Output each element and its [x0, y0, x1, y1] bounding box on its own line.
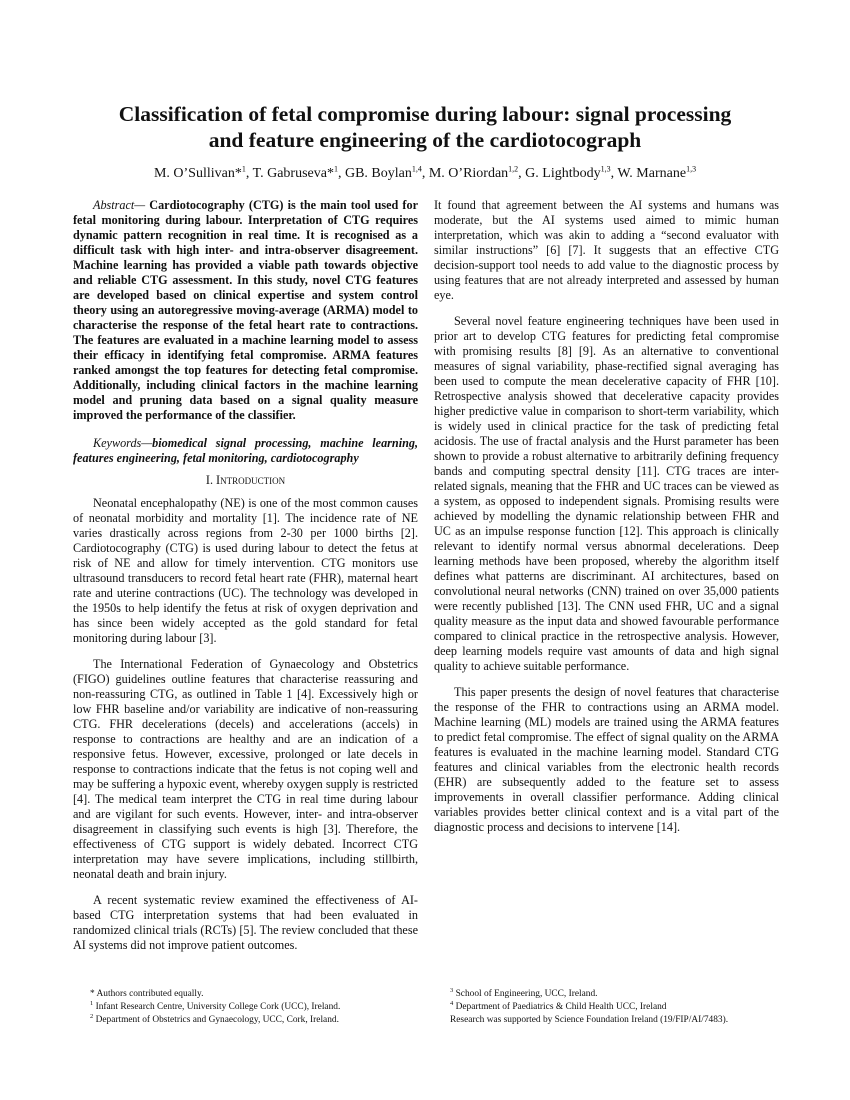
keywords-text: biomedical signal processing, machine learning, features engineering, fetal monitoring, cardiotocography [73, 436, 418, 465]
title-line-2: and feature engineering of the cardiotocograph [208, 128, 642, 152]
keywords-label: Keywords— [93, 436, 153, 450]
keywords [73, 436, 418, 466]
author-list: M. O’Sullivan*$^1$, T. Gabruseva*$^1$, GB. Boylan$^{1,4}$, M. O’Riordan$^{1,2}$, G. Lightbody$^{1,3}$, W. Marnane$^{1,3}$ [153, 164, 697, 181]
footnotes-left [90, 988, 420, 1027]
abstract-label: Abstract— [93, 198, 146, 212]
body-paragraph: A recent systematic review examined the effectiveness of AI-based CTG interpretation systems that had been evaluated in randomized clinical trials (RCTs) [5]. The review concluded that these AI systems did not improve patient outcomes. [73, 893, 418, 952]
body-paragraph: Several novel feature engineering techniques have been used in prior art to develop CTG features for predicting fetal compromise with promising results [8] [9]. As an alternative to conventional measures of signal variability, phase-rectified signal averaging has been used to compute the mean decelerative capacity of FHR [10]. Retrospective analysis showed that decelerative capacity provides higher predictive value in comparison to short-term variability, which is widely used in clinical practice for the task of predicting fetal acidosis. The use of fractal analysis and the Hurst parameter has been shown to provide a robust alternative to arbitrarily defining frequency bands and computing spectral density [11]. CTG traces are inter-related signals, meaning that the FHR and UC traces can be viewed as a system, as opposed to independent signals. Promising results were achieved by modelling the dynamic relationship between FHR and UC as an impulse response function [12]. This approach is clinically relevant to identify normal versus abnormal decelerations. Deep learning methods have been proposed, whereby the algorithm itself defines what patterns are discriminant. AI architectures, based on convolutional neural networks (CNN) trained on over 35,000 patients were recently published [13]. The CNN used FHR, UC and a signal quality measure as the input data and showed favourable performance compared to clinical practice in the retrospective analysis. However, deep learning models require vast amounts of data and high signal quality to achieve suitable performance. [434, 314, 779, 673]
footnote: $^3$ School of Engineering, UCC, Ireland. [450, 986, 598, 999]
body-paragraph: The International Federation of Gynaecology and Obstetrics (FIGO) guidelines outline features that characterise reassuring and non-reassuring CTG, as outlined in Table 1 [4]. Excessively high or low FHR baseline and/or variability are indicative of non-reassuring CTG. FHR decelerations (decels) and accelerations (accels) in response to contractions are healthy and are an indication of a responsive fetus. However, excessive, prolonged or late decels in response to contractions indicate that the fetus is not coping well and may be suffering a hypoxic event, whereby oxygen supply is restricted [4]. The medical team interpret the CTG in real time during labour and are vigilant for such events. However, inter- and intra-observer disagreement in classifying such events is high [3]. Therefore, the effectiveness of CTG support is widely debated. Incorrect CTG interpretation may have severe implications, including stillbirth, neonatal death and brain injury. [73, 657, 418, 881]
author: M. O’Riordan$^{1,2}$ [428, 164, 519, 181]
footnote: $^2$ Department of Obstetrics and Gynaecology, UCC, Cork, Ireland. [90, 1012, 339, 1025]
title-line-1: Classification of fetal compromise during labour: signal processing [118, 102, 732, 126]
body-paragraph: Neonatal encephalopathy (NE) is one of the most common causes of neonatal morbidity and mortality [1]. The incidence rate of NE varies drastically across regions from 2-30 per 1000 births [2]. Cardiotocography (CTG) is used during labour to detect the fetus at risk of NE and allow for timely intervention. CTG monitors use ultrasound transducers to record fetal heart rate (FHR), maternal heart rate and uterine contractions (UC). The technology was developed in the 1950s to help identify the fetus at risk of oxygen deprivation and has since been widely accepted as the gold standard for fetal monitoring during labour [3]. [73, 496, 418, 645]
footnote: $^1$ Infant Research Centre, University College Cork (UCC), Ireland. [90, 999, 341, 1012]
right-column [434, 198, 779, 835]
footnote: * Authors contributed equally. [90, 989, 204, 999]
author: GB. Boylan$^{1,4}$ [344, 164, 422, 181]
author: T. Gabruseva*$^1$ [252, 164, 338, 181]
author: M. O’Sullivan*$^1$ [153, 164, 246, 181]
left-column [73, 198, 418, 953]
section-heading-introduction: I. Introduction [205, 473, 286, 487]
abstract-text: Cardiotocography (CTG) is the main tool used for fetal monitoring during labour. Interpretation of CTG requires dynamic pattern recognition in real time. It is recognised as a difficult task with high inter- and intra-observer disagreement. Machine learning has provided a viable path towards objective and reliable CTG assessment. In this study, novel CTG features are developed based on clinical expertise and system control theory using an autoregressive moving-average (ARMA) model to characterise the response of the fetal heart rate to contractions. The features are evaluated in a machine learning model to assess their efficacy in identifying fetal compromise. ARMA features ranked amongst the top features for detecting fetal compromise. Additionally, including clinical factors in the machine learning model and pruning data based on a signal quality measure improved the performance of the classifier. [73, 198, 418, 422]
body-paragraph: This paper presents the design of novel features that characterise the response of the FHR to contractions using an ARMA model. Machine learning (ML) models are trained using the ARMA features to predict fetal compromise. The effect of signal quality on the ARMA features is evaluated in the machine learning model. Standard CTG features and clinical variables from the electronic health records (EHR) are subsequently added to the feature set to assess improvements in overall classifier performance. Adding clinical variables provides better clinical context and is a vital part of the diagnostic process and decisions to intervene [14]. [434, 685, 779, 834]
paper-title [60, 101, 790, 153]
footnote: Research was supported by Science Foundation Ireland (19/FIP/AI/7483). [450, 1015, 729, 1025]
footnotes-right [450, 988, 790, 1027]
author: G. Lightbody$^{1,3}$ [525, 164, 611, 181]
abstract [73, 198, 418, 423]
body-paragraph: It found that agreement between the AI systems and humans was moderate, but the AI systems used aimed to mimic human interpretation, which was akin to adding a “second evaluator with similar instructions” [6] [7]. It suggests that an effective CTG decision-support tool needs to add value to the diagnostic process by using features that are not already interpreted and assessed by human eye. [434, 198, 779, 302]
author: W. Marnane$^{1,3}$ [617, 164, 697, 181]
footnote: $^4$ Department of Paediatrics & Child Health UCC, Ireland [450, 999, 667, 1012]
